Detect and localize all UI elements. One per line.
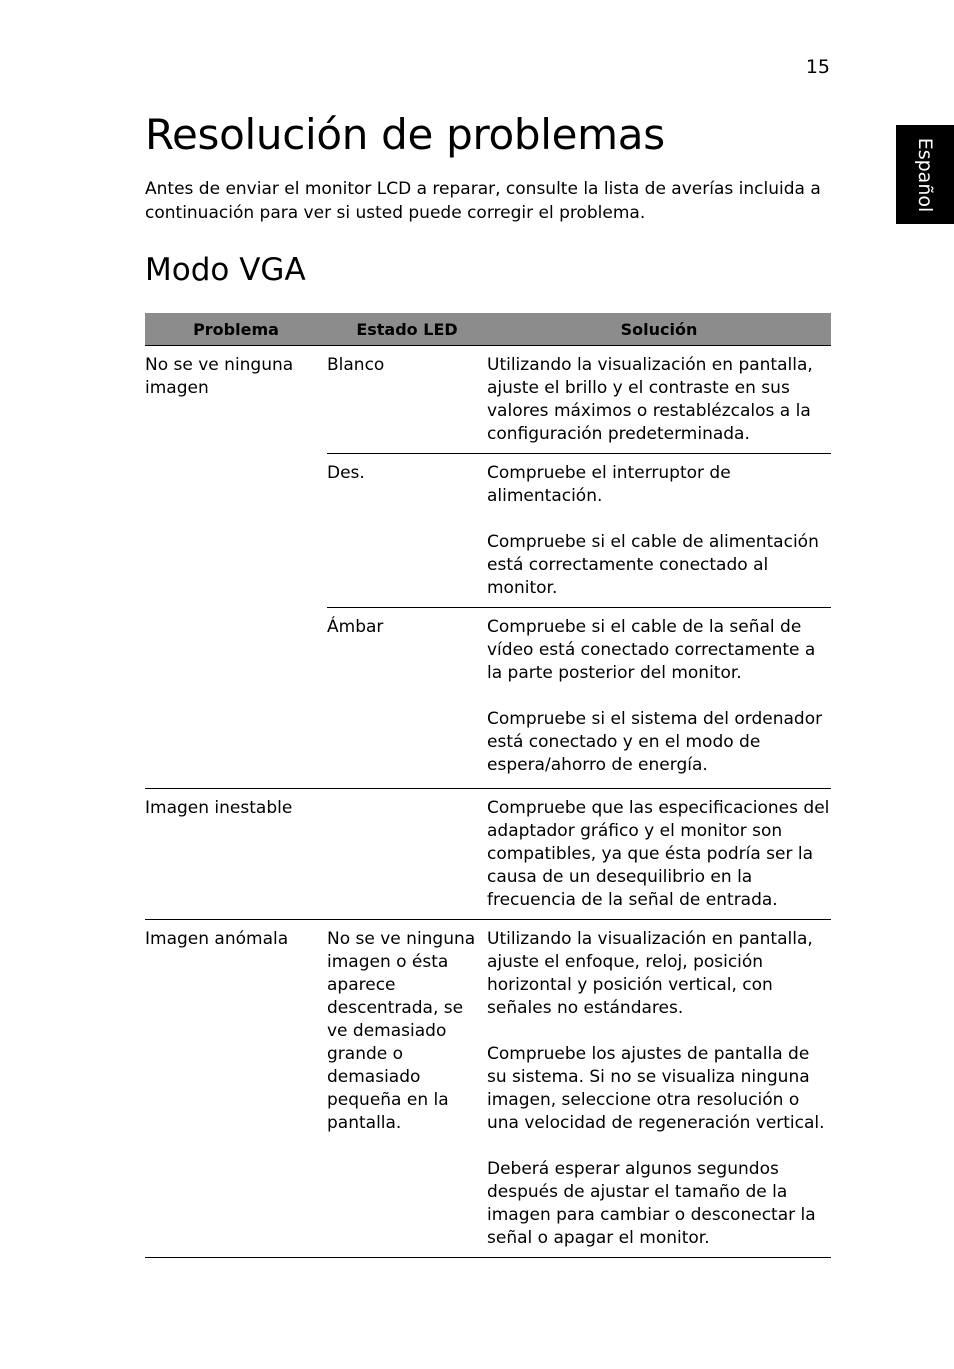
led-cell xyxy=(327,346,487,454)
table-row xyxy=(145,789,831,920)
led-cell xyxy=(327,789,487,920)
problem-cell xyxy=(145,920,327,1258)
solution-text: Deberá esperar algunos segundos después de ajustar el tamaño de la imagen para cambiar o desconectar la señal o apagar el monitor. xyxy=(487,1159,816,1248)
led-text: No se ve ninguna imagen o ésta aparece descentrada, se ve demasiado grande o demasiado pequeña en la pantalla. xyxy=(327,929,476,1133)
led-text xyxy=(327,789,487,804)
troubleshooting-table xyxy=(145,313,831,1258)
solution-text: Compruebe el interruptor de alimentación. xyxy=(487,463,731,506)
solution-text: Utilizando la visualización en pantalla, ajuste el enfoque, reloj, posición horizontal y posición vertical, con señales no estándares. xyxy=(487,929,813,1018)
led-cell xyxy=(327,454,487,608)
solution-cell xyxy=(487,346,831,454)
intro-paragraph: Antes de enviar el monitor LCD a reparar, consulte la lista de averías incluida a continuación para ver si usted puede corregir el problema. xyxy=(145,179,821,223)
solution-text: Compruebe si el cable de la señal de vídeo está conectado correctamente a la parte posterior del monitor. xyxy=(487,617,816,683)
solution-text: Compruebe que las especificaciones del adaptador gráfico y el monitor son compatibles, ya que ésta podría ser la causa de un desequilibrio en la frecuencia de la señal de entrada. xyxy=(487,798,830,910)
solution-cell xyxy=(487,608,831,789)
problem-text: No se ve ninguna imagen xyxy=(145,355,294,398)
led-cell xyxy=(327,608,487,789)
led-cell xyxy=(327,920,487,1258)
problem-text: Imagen inestable xyxy=(145,798,293,818)
led-text: Blanco xyxy=(327,355,385,375)
led-text: Ámbar xyxy=(327,617,384,637)
header-solucion: Solución xyxy=(487,313,831,346)
language-tab xyxy=(896,125,954,224)
problem-cell xyxy=(145,789,327,920)
solution-text: Compruebe si el sistema del ordenador está conectado y en el modo de espera/ahorro de energía. xyxy=(487,709,823,775)
table-row xyxy=(145,920,831,1258)
page-number: 15 xyxy=(805,56,830,78)
solution-cell xyxy=(487,454,831,608)
language-tab-label: Español xyxy=(914,137,936,213)
header-problema: Problema xyxy=(145,313,327,346)
problem-text: Imagen anómala xyxy=(145,929,289,949)
table-header-row xyxy=(145,313,831,346)
solution-cell xyxy=(487,920,831,1258)
solution-text: Utilizando la visualización en pantalla, ajuste el brillo y el contraste en sus valores máximos o restablézcalos a la configuración predeterminada. xyxy=(487,355,813,444)
solution-text: Compruebe los ajustes de pantalla de su sistema. Si no se visualiza ninguna imagen, seleccione otra resolución o una velocidad de regeneración vertical. xyxy=(487,1044,825,1133)
solution-cell xyxy=(487,789,831,920)
section-title: Modo VGA xyxy=(145,252,306,288)
header-estado-led: Estado LED xyxy=(327,313,487,346)
page-title: Resolución de problemas xyxy=(145,110,665,159)
table-row xyxy=(145,346,831,454)
solution-text: Compruebe si el cable de alimentación está correctamente conectado al monitor. xyxy=(487,532,819,598)
problem-cell xyxy=(145,346,327,789)
led-text: Des. xyxy=(327,463,365,483)
